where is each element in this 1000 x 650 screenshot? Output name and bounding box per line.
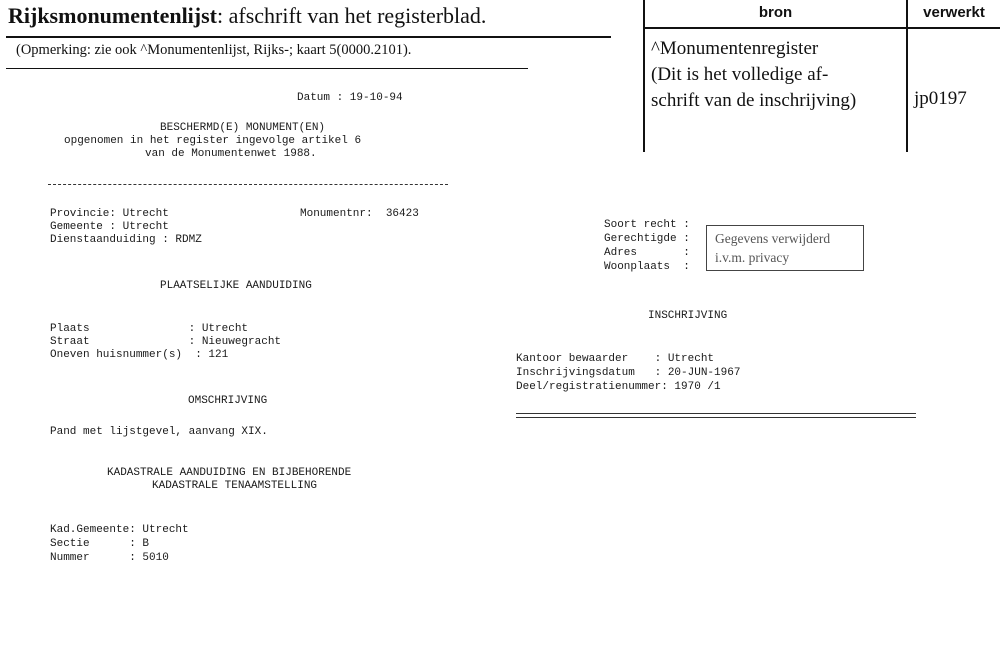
section-title-omschrijving: OMSCHRIJVING	[188, 395, 268, 407]
deel-line: Deel/registratienummer: 1970 /1	[516, 381, 721, 393]
kad-gemeente-line: Kad.Gemeente: Utrecht	[50, 524, 189, 536]
source-table	[643, 0, 1000, 152]
provincie-line: Provincie: Utrecht	[50, 208, 169, 220]
bron-line: ^Monumentenregister	[651, 38, 819, 59]
kantoor-line: Kantoor bewaarder : Utrecht	[516, 353, 715, 365]
dienstaanduiding-line: Dienstaanduiding : RDMZ	[50, 234, 202, 246]
straat-line: Straat : Nieuwegracht	[50, 336, 282, 348]
datum-line: Datum : 19-10-94	[297, 92, 403, 104]
soort-recht-line: Soort recht :	[604, 219, 690, 231]
bron-line: schrift van de inschrijving)	[651, 90, 857, 111]
monumentnr-line: Monumentnr: 36423	[300, 208, 419, 220]
dashed-separator	[48, 184, 448, 185]
gemeente-line: Gemeente : Utrecht	[50, 221, 169, 233]
bron-cell	[651, 36, 856, 114]
omschrijving-text: Pand met lijstgevel, aanvang XIX.	[50, 426, 268, 438]
privacy-line: i.v.m. privacy	[715, 250, 790, 265]
woonplaats-line: Woonplaats :	[604, 261, 690, 273]
double-separator	[516, 413, 916, 418]
section-title-kadastrale: KADASTRALE AANDUIDING EN BIJBEHORENDE	[107, 467, 352, 479]
nummer-line: Nummer : 5010	[50, 552, 169, 564]
bron-line: (Dit is het volledige af-	[651, 64, 829, 85]
huisnummer-line: Oneven huisnummer(s) : 121	[50, 349, 229, 361]
section-title-inschrijving: INSCHRIJVING	[648, 310, 728, 322]
heading-line: van de Monumentenwet 1988.	[145, 148, 317, 160]
table-border-left	[643, 0, 645, 152]
column-header-verwerkt: verwerkt	[923, 4, 985, 21]
title-underline	[6, 36, 611, 38]
section-title-kadastrale: KADASTRALE TENAAMSTELLING	[152, 480, 318, 492]
section-title-plaatselijke: PLAATSELIJKE AANDUIDING	[160, 280, 312, 292]
remark-note: (Opmerking: zie ook ^Monumentenlijst, Rijks-; kaart 5(0000.2101).	[16, 42, 412, 58]
inschrijvingsdatum-line: Inschrijvingsdatum : 20-JUN-1967	[516, 367, 741, 379]
page-title	[8, 3, 486, 29]
title-rest: : afschrift van het registerblad.	[217, 3, 487, 28]
heading-line: opgenomen in het register ingevolge artikel 6	[64, 135, 362, 147]
privacy-notice-box	[706, 225, 864, 271]
table-header-rule	[643, 27, 1000, 29]
privacy-line: Gegevens verwijderd	[715, 231, 831, 246]
title-bold: Rijksmonumentenlijst	[8, 3, 218, 28]
adres-line: Adres :	[604, 247, 690, 259]
column-header-bron: bron	[758, 4, 793, 21]
sectie-line: Sectie : B	[50, 538, 150, 550]
plaats-line: Plaats : Utrecht	[50, 323, 249, 335]
note-underline	[6, 68, 528, 69]
heading-line: BESCHERMD(E) MONUMENT(EN)	[160, 122, 326, 134]
gerechtigde-line: Gerechtigde :	[604, 233, 690, 245]
table-divider	[906, 0, 908, 152]
verwerkt-cell: jp0197	[914, 88, 967, 109]
